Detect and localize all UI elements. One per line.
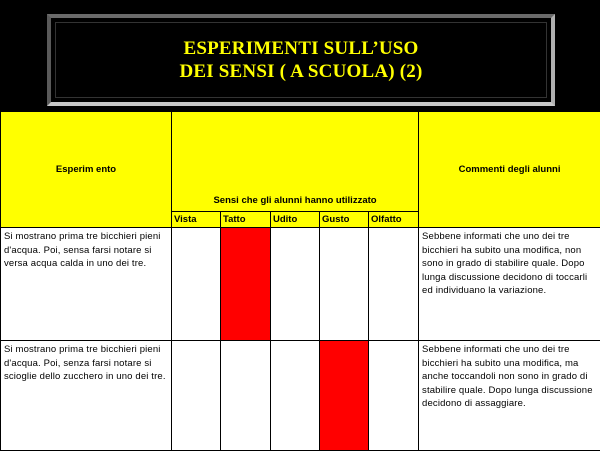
table-row: [1, 341, 600, 451]
title-line-1: ESPERIMENTI SULL’USO: [183, 37, 418, 60]
sense-udito: Udito: [271, 212, 320, 228]
comment-cell: Sebbene informati che uno dei tre bicchieri ha subito una modifica, non sono in grado di stabilire quale. Dopo lunga discussione decidono di toccarli ed individuano la variazione.: [419, 228, 600, 341]
experiment-cell: Si mostrano prima tre bicchieri pieni d'acqua. Poi, sensa farsi notare si versa acqua calda in uno dei tre.: [1, 228, 172, 341]
sense-cell: [172, 228, 221, 341]
sense-cell: [271, 228, 320, 341]
title-inner: [55, 22, 547, 98]
sense-cell: [369, 341, 419, 451]
sense-vista: Vista: [172, 212, 221, 228]
sense-cell-used: [320, 341, 369, 451]
header-senses: Sensi che gli alunni hanno utilizzato: [172, 112, 419, 212]
sense-olfatto: Olfatto: [369, 212, 419, 228]
experiment-cell: Si mostrano prima tre bicchieri pieni d'acqua. Poi, senza farsi notare si scioglie dello zucchero in uno dei tre.: [1, 341, 172, 451]
sense-cell-used: [221, 228, 271, 341]
sense-cell: [172, 341, 221, 451]
title-box: [47, 14, 555, 106]
header-experiment: Esperim ento: [1, 112, 172, 228]
header-comments: Commenti degli alunni: [419, 112, 600, 228]
experiments-table: [0, 111, 600, 451]
sense-cell: [271, 341, 320, 451]
title-line-2: DEI SENSI ( A SCUOLA) (2): [179, 60, 422, 83]
sense-cell: [369, 228, 419, 341]
comment-cell: Sebbene informati che uno dei tre bicchieri ha subito una modifica, ma anche toccandoli non sono in grado di stabilire quale. Dopo lunga discussione decidono di assaggiare.: [419, 341, 600, 451]
sense-cell: [221, 341, 271, 451]
sense-cell: [320, 228, 369, 341]
sense-gusto: Gusto: [320, 212, 369, 228]
sense-tatto: Tatto: [221, 212, 271, 228]
table-row: [1, 228, 600, 341]
